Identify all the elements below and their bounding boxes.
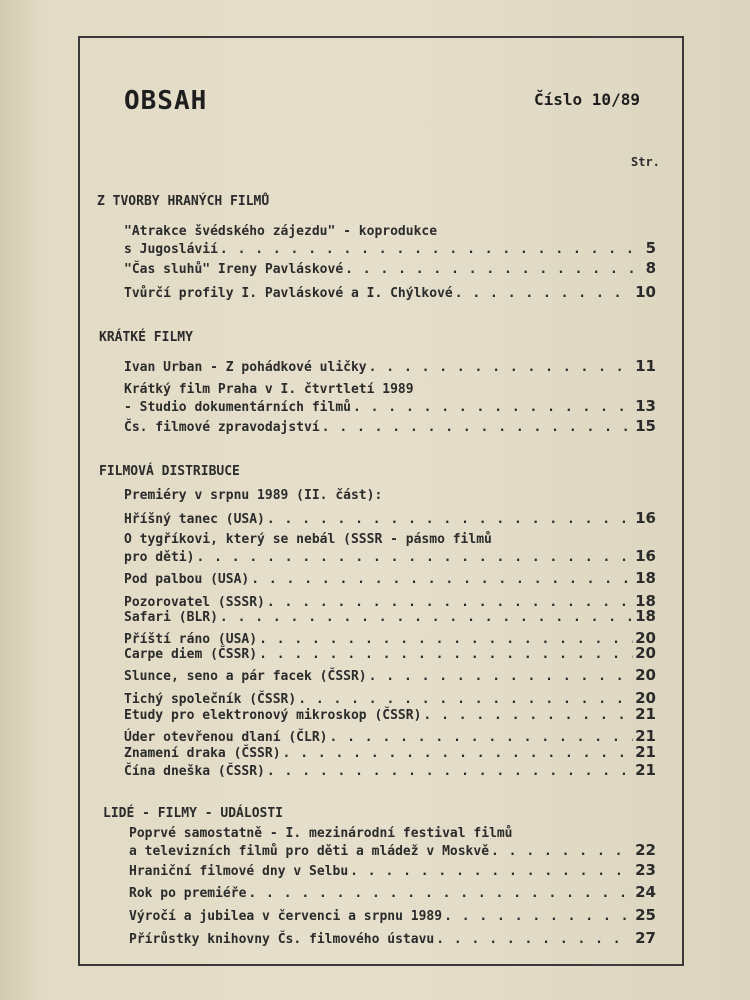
page-number: 20	[635, 689, 656, 707]
leader-dots	[455, 286, 633, 302]
toc-entry	[129, 826, 656, 860]
section-heading: Z TVORBY HRANÝCH FILMŮ	[97, 194, 270, 209]
entry-text: Výročí a jubilea v červenci a srpnu 1989	[129, 909, 443, 924]
entry-text: Hraniční filmové dny v Selbu	[129, 864, 349, 879]
subsection-intro: Premiéry v srpnu 1989 (II. část):	[124, 488, 383, 503]
page-number: 11	[635, 357, 656, 375]
toc-entry	[124, 260, 656, 278]
leader-dots	[350, 864, 633, 880]
entry-text: Hříšný tanec (USA)	[124, 512, 265, 527]
entry-text: a televizních filmů pro děti a mládež v Moskvě	[129, 844, 490, 859]
toc-entry	[124, 667, 656, 685]
page-number: 18	[635, 569, 656, 587]
issue-number: Číslo 10/89	[534, 90, 640, 109]
entry-text: Úder otevřenou dlaní (ČLR)	[124, 730, 328, 745]
page-number: 27	[635, 929, 656, 947]
leader-dots	[369, 360, 633, 376]
toc-entry	[124, 762, 656, 780]
entry-text: Čína dneška (ČSSR)	[124, 764, 265, 779]
page-number: 20	[635, 629, 656, 647]
entry-text: Tvůrčí profily I. Pavláskové a I. Chýlkové	[124, 286, 453, 301]
page-number: 16	[635, 547, 656, 565]
page-number: 20	[635, 666, 656, 684]
toc-entry	[124, 532, 656, 566]
entry-text: Znamení draka (ČSSR)	[124, 746, 281, 761]
toc-entry	[124, 358, 656, 376]
toc-entry	[124, 382, 656, 416]
entry-text: - Studio dokumentárních filmů	[124, 400, 351, 415]
page-number: 8	[645, 259, 656, 277]
leader-dots	[283, 746, 634, 762]
leader-dots	[322, 420, 633, 436]
entry-text: O tygříkovi, který se nebál (SSSR - pásmo filmů	[124, 532, 492, 547]
toc-entry	[124, 284, 656, 302]
page-number: 21	[635, 743, 656, 761]
entry-text: Čs. filmové zpravodajství	[124, 420, 320, 435]
toc-entry	[124, 706, 656, 724]
page-column-label: Str.	[631, 155, 660, 169]
leader-dots	[423, 708, 633, 724]
leader-dots	[196, 550, 633, 566]
entry-text: s Jugoslávií	[124, 242, 218, 257]
leader-dots	[436, 932, 633, 948]
page-number: 22	[635, 841, 656, 859]
entry-text: Přírůstky knihovny Čs. filmového ústavu	[129, 932, 435, 947]
entry-text: "Čas sluhů" Ireny Pavláskové	[124, 262, 344, 277]
leader-dots	[353, 400, 633, 416]
entry-text: Krátký film Praha v I. čtvrtletí 1989	[124, 382, 414, 397]
page-number: 13	[635, 397, 656, 415]
leader-dots	[369, 669, 633, 685]
page-number: 24	[635, 883, 656, 901]
entry-text: "Atrakce švédského zájezdu" - koprodukce	[124, 224, 438, 239]
toc-entry	[124, 570, 656, 588]
toc-entry	[129, 884, 656, 902]
toc-entry	[129, 907, 656, 925]
entry-text: Ivan Urban - Z pohádkové uličky	[124, 360, 367, 375]
page-number: 15	[635, 417, 656, 435]
section-heading: LIDÉ - FILMY - UDÁLOSTI	[103, 806, 284, 821]
page-number: 23	[635, 861, 656, 879]
leader-dots	[251, 572, 633, 588]
entry-text: Poprvé samostatně - I. mezinárodní festival filmů	[129, 826, 513, 841]
leader-dots	[220, 242, 634, 258]
page-number: 25	[635, 906, 656, 924]
page-number: 20	[635, 644, 656, 662]
page-title: OBSAH	[124, 86, 208, 116]
page-number: 18	[635, 592, 656, 610]
leader-dots	[267, 764, 633, 780]
toc-entry	[124, 418, 656, 436]
entry-text: Tichý společník (ČSSR)	[124, 692, 297, 707]
entry-text: Rok po premiéře	[129, 886, 247, 901]
entry-text: Etudy pro elektronový mikroskop (ČSSR)	[124, 708, 422, 723]
section-heading: KRÁTKÉ FILMY	[99, 330, 193, 345]
entry-text: pro děti)	[124, 550, 195, 565]
page-number: 21	[635, 705, 656, 723]
leader-dots	[220, 610, 633, 626]
section-heading: FILMOVÁ DISTRIBUCE	[99, 464, 240, 479]
leader-dots	[267, 512, 633, 528]
entry-text: Safari (BLR)	[124, 610, 218, 625]
page-number: 16	[635, 509, 656, 527]
page-number: 10	[635, 283, 656, 301]
page-number: 18	[635, 607, 656, 625]
toc-entry	[129, 930, 656, 948]
toc-entry	[124, 645, 656, 663]
entry-text: Příští ráno (USA)	[124, 632, 258, 647]
entry-text: Pod palbou (USA)	[124, 572, 250, 587]
leader-dots	[248, 886, 633, 902]
page-number: 21	[635, 761, 656, 779]
toc-entry	[124, 510, 656, 528]
leader-dots	[491, 844, 633, 860]
toc-entry	[129, 862, 656, 880]
entry-text: Carpe diem (ČSSR)	[124, 647, 258, 662]
toc-entry	[124, 224, 656, 258]
toc-entry	[124, 744, 656, 762]
leader-dots	[345, 262, 634, 278]
leader-dots	[444, 909, 633, 925]
page-number: 21	[635, 727, 656, 745]
toc-entry	[124, 608, 656, 626]
entry-text: Pozorovatel (SSSR)	[124, 595, 265, 610]
leader-dots	[259, 647, 633, 663]
page-number: 5	[645, 239, 656, 257]
entry-text: Slunce, seno a pár facek (ČSSR)	[124, 669, 367, 684]
